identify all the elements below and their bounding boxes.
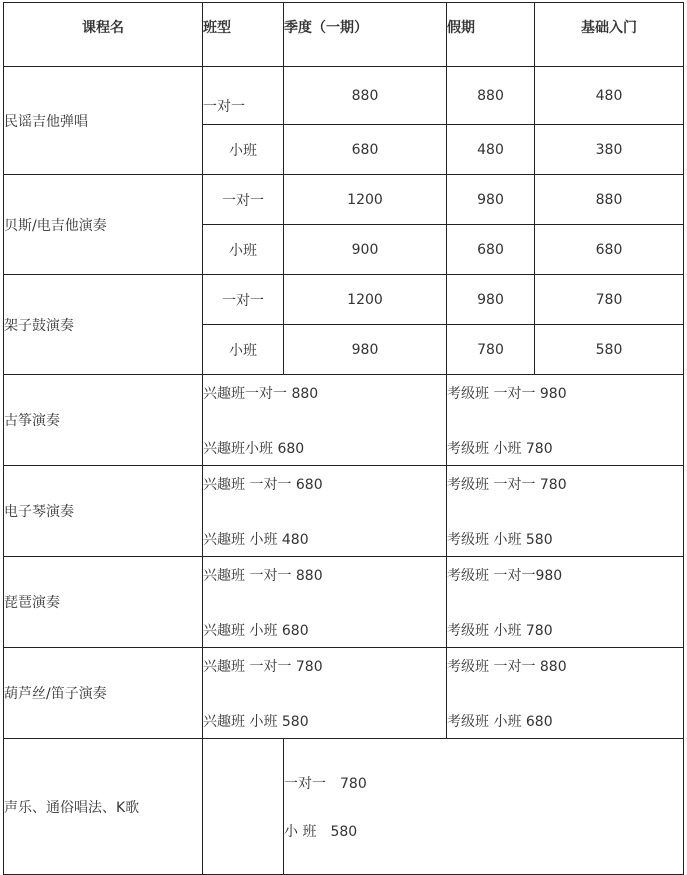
- price-basic: 880: [535, 175, 684, 225]
- class-type: 一对一: [203, 275, 284, 325]
- course-name: 古筝演奏: [4, 375, 203, 466]
- table-row: [4, 648, 684, 739]
- interest-small-class: 兴趣班 小班 680: [203, 622, 309, 639]
- course-name: 电子琴演奏: [4, 466, 203, 557]
- header-row: [4, 3, 684, 67]
- price-quarter: 1200: [284, 175, 447, 225]
- interest-one-on-one: 兴趣班 一对一 880: [203, 567, 323, 584]
- exam-class-cell: [447, 648, 684, 739]
- interest-small-class: 兴趣班小班 680: [203, 440, 305, 457]
- header-quarter: 季度（一期）: [284, 3, 447, 67]
- exam-one-on-one: 考级班 一对一 980: [447, 385, 567, 402]
- header-holiday: 假期: [447, 3, 535, 67]
- exam-class-cell: [447, 466, 684, 557]
- price-quarter: 1200: [284, 275, 447, 325]
- table-row: [4, 375, 684, 466]
- price-holiday: 980: [447, 275, 535, 325]
- table-row: [4, 175, 684, 225]
- class-type: 一对一: [203, 175, 284, 225]
- price-basic: 680: [535, 225, 684, 275]
- interest-class-cell: [203, 466, 447, 557]
- exam-one-on-one: 考级班 一对一 780: [447, 476, 567, 493]
- price-holiday: 980: [447, 175, 535, 225]
- exam-one-on-one: 考级班 一对一980: [447, 567, 563, 584]
- interest-small-class: 兴趣班 小班 480: [203, 531, 309, 548]
- vocal-one-on-one: 一对一 780: [284, 775, 367, 792]
- table-row: [4, 67, 684, 125]
- table-row: [4, 739, 684, 875]
- header-type: 班型: [203, 3, 284, 67]
- price-quarter: 880: [284, 67, 447, 125]
- table-row: [4, 557, 684, 648]
- class-type: 小班: [203, 125, 284, 175]
- exam-one-on-one: 考级班 一对一 880: [447, 658, 567, 675]
- exam-small-class: 考级班 小班 780: [447, 622, 553, 639]
- header-basic: 基础入门: [535, 3, 684, 67]
- exam-small-class: 考级班 小班 580: [447, 531, 553, 548]
- price-basic: 480: [535, 67, 684, 125]
- price-holiday: 680: [447, 225, 535, 275]
- interest-class-cell: [203, 648, 447, 739]
- interest-small-class: 兴趣班 小班 580: [203, 713, 309, 730]
- price-basic: 780: [535, 275, 684, 325]
- interest-one-on-one: 兴趣班一对一 880: [203, 385, 319, 402]
- class-type: 小班: [203, 225, 284, 275]
- course-name: 架子鼓演奏: [4, 275, 203, 375]
- class-type: 一对一: [203, 67, 284, 125]
- price-basic: 580: [535, 325, 684, 375]
- price-quarter: 900: [284, 225, 447, 275]
- interest-class-cell: [203, 557, 447, 648]
- exam-small-class: 考级班 小班 780: [447, 440, 553, 457]
- header-course: 课程名: [4, 3, 203, 67]
- price-quarter: 680: [284, 125, 447, 175]
- table-row: [4, 466, 684, 557]
- table-row: [4, 275, 684, 325]
- vocal-small-class: 小 班 580: [284, 823, 358, 840]
- price-holiday: 880: [447, 67, 535, 125]
- price-holiday: 780: [447, 325, 535, 375]
- interest-one-on-one: 兴趣班 一对一 680: [203, 476, 323, 493]
- exam-small-class: 考级班 小班 680: [447, 713, 553, 730]
- course-name: 贝斯/电吉他演奏: [4, 175, 203, 275]
- course-name: 民谣吉他弹唱: [4, 67, 203, 175]
- exam-class-cell: [447, 557, 684, 648]
- exam-class-cell: [447, 375, 684, 466]
- class-type: 小班: [203, 325, 284, 375]
- price-quarter: 980: [284, 325, 447, 375]
- course-name: 声乐、通俗唱法、K歌: [4, 739, 203, 875]
- interest-one-on-one: 兴趣班 一对一 780: [203, 658, 323, 675]
- course-name: 葫芦丝/笛子演奏: [4, 648, 203, 739]
- price-holiday: 480: [447, 125, 535, 175]
- vocal-price-cell: [284, 739, 684, 875]
- interest-class-cell: [203, 375, 447, 466]
- price-basic: 380: [535, 125, 684, 175]
- course-name: 琵琶演奏: [4, 557, 203, 648]
- price-table: [3, 2, 684, 875]
